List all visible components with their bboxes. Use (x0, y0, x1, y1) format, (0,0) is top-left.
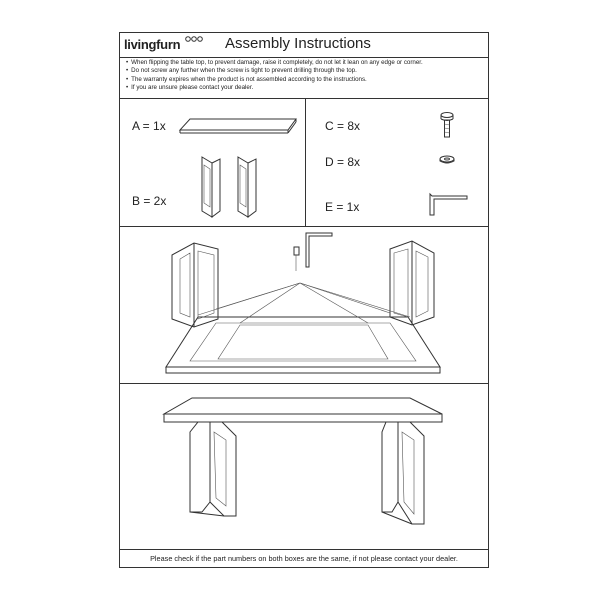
part-b-label: B = 2x (132, 194, 167, 208)
page-title: Assembly Instructions (225, 35, 371, 52)
assembled-view-section (120, 384, 488, 550)
bolt-icon (437, 111, 457, 141)
frame-leg-drawing (198, 155, 268, 221)
note-item: • When flipping the table top, to prevent damage, raise it completely, do not let it lean on any edge or corner. (126, 59, 488, 67)
note-item: • Do not screw any further when the screw is tight to prevent drilling through the top. (126, 67, 488, 75)
note-item: • If you are unsure please contact your dealer. (126, 84, 488, 92)
part-e-label: E = 1x (325, 200, 360, 214)
parts-divider (305, 99, 306, 226)
part-a-label: A = 1x (132, 119, 166, 133)
assembled-table-drawing (120, 384, 488, 550)
assembly-step-section (120, 227, 488, 384)
washer-icon (436, 154, 458, 166)
footer-note: Please check if the part numbers on both boxes are the same, if not please contact your dealer. (150, 554, 458, 563)
logo-dots-icon (185, 35, 205, 43)
tabletop-drawing (178, 117, 298, 135)
notes-section (120, 58, 488, 99)
part-c-label: C = 8x (325, 119, 361, 133)
header (120, 33, 488, 58)
assembly-step-drawing (120, 227, 488, 384)
note-item: • The warranty expires when the product is not assembled according to the instructions. (126, 76, 488, 84)
instruction-sheet (119, 32, 489, 568)
brand-logo: livingfurn (124, 37, 181, 52)
parts-section (120, 99, 488, 227)
allen-key-icon (427, 191, 469, 219)
part-d-label: D = 8x (325, 155, 361, 169)
